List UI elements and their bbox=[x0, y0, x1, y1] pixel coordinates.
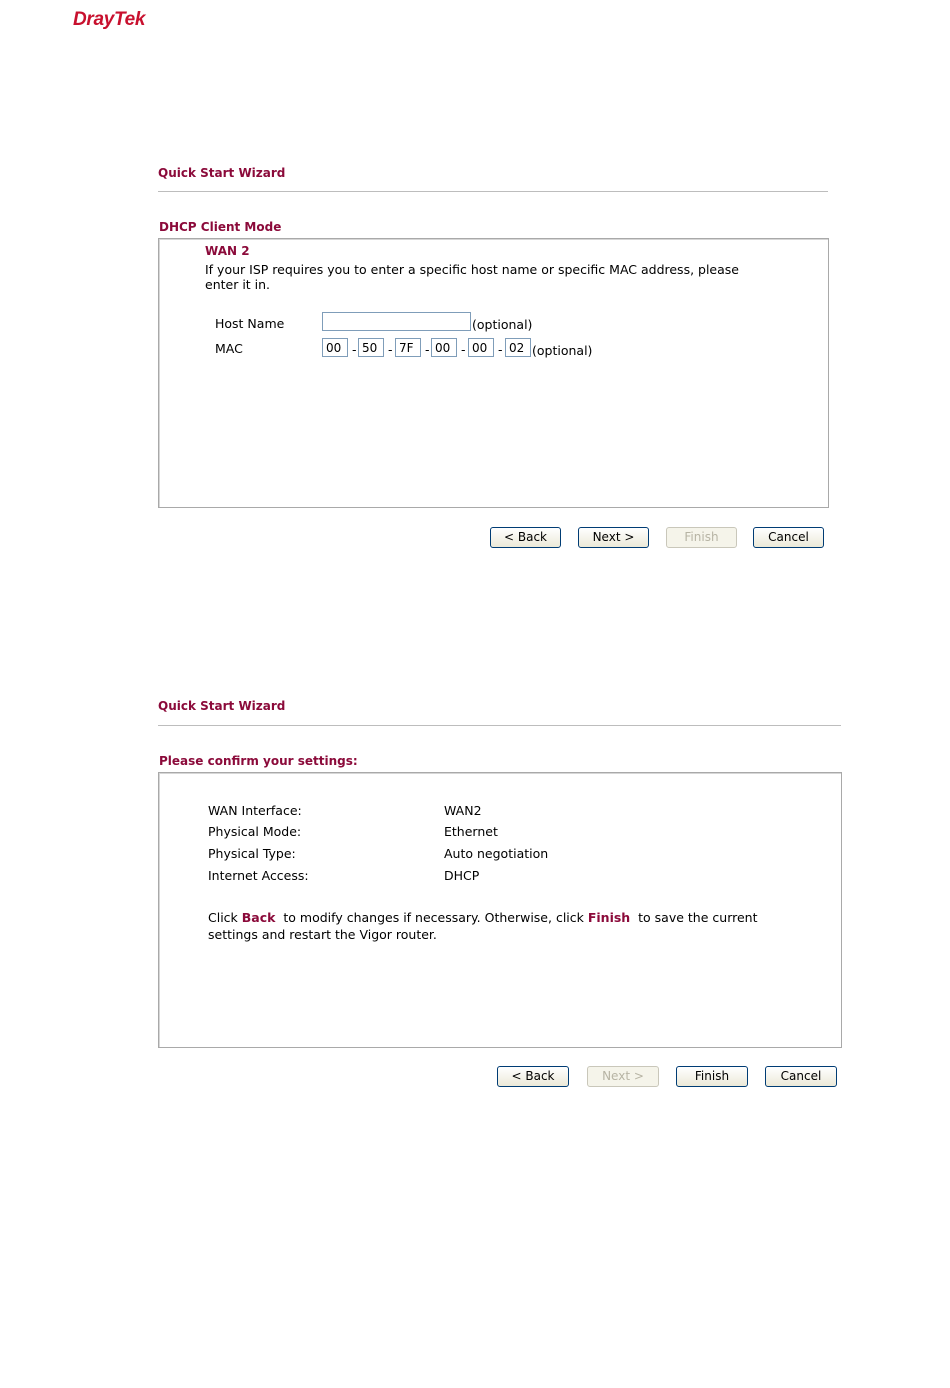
wizard1-title: Quick Start Wizard bbox=[158, 166, 286, 180]
setting-value: Ethernet bbox=[444, 824, 498, 839]
confirm-settings-label: Please confirm your settings: bbox=[159, 754, 358, 768]
next-button[interactable]: Next > bbox=[578, 527, 649, 548]
setting-value: DHCP bbox=[444, 868, 480, 883]
mac-separator: - bbox=[461, 342, 466, 357]
setting-value: WAN2 bbox=[444, 803, 482, 818]
confirm-note-line-1: Click Back to modify changes if necessary. Otherwise, click Finish to save the current bbox=[208, 910, 758, 925]
description-line-1: If your ISP requires you to enter a specific host name or specific MAC address, please bbox=[205, 262, 739, 277]
cancel-button[interactable]: Cancel bbox=[753, 527, 824, 548]
mac-octet-4-input[interactable] bbox=[431, 338, 457, 357]
mac-separator: - bbox=[498, 342, 503, 357]
setting-label: Physical Type: bbox=[208, 846, 296, 861]
setting-label: Physical Mode: bbox=[208, 824, 302, 839]
wan-label: WAN 2 bbox=[205, 244, 250, 258]
cancel-button[interactable]: Cancel bbox=[765, 1066, 837, 1087]
mac-octet-1-input[interactable] bbox=[322, 338, 348, 357]
dhcp-client-mode-label: DHCP Client Mode bbox=[159, 220, 282, 234]
host-name-optional-hint: (optional) bbox=[472, 317, 533, 332]
mac-octet-6-input[interactable] bbox=[505, 338, 531, 357]
mac-separator: - bbox=[352, 342, 357, 357]
back-button[interactable]: < Back bbox=[490, 527, 561, 548]
mac-label: MAC bbox=[215, 341, 243, 356]
wizard2-title: Quick Start Wizard bbox=[158, 699, 286, 713]
finish-button[interactable]: Finish bbox=[676, 1066, 748, 1087]
mac-separator: - bbox=[425, 342, 430, 357]
back-button[interactable]: < Back bbox=[497, 1066, 569, 1087]
description-line-2: enter it in. bbox=[205, 277, 271, 292]
mac-separator: - bbox=[388, 342, 393, 357]
setting-label: WAN Interface: bbox=[208, 803, 302, 818]
wizard1-panel bbox=[158, 238, 829, 508]
setting-value: Auto negotiation bbox=[444, 846, 549, 861]
finish-button-disabled: Finish bbox=[666, 527, 737, 548]
setting-label: Internet Access: bbox=[208, 868, 309, 883]
mac-octet-5-input[interactable] bbox=[468, 338, 494, 357]
next-button-disabled: Next > bbox=[587, 1066, 659, 1087]
host-name-label: Host Name bbox=[215, 316, 285, 331]
wizard2-divider bbox=[158, 725, 841, 726]
mac-octet-3-input[interactable] bbox=[395, 338, 421, 357]
wizard2-panel bbox=[158, 772, 842, 1048]
confirm-note-line-2: settings and restart the Vigor router. bbox=[208, 927, 437, 942]
wizard1-divider bbox=[158, 191, 828, 192]
host-name-input[interactable] bbox=[322, 312, 471, 331]
mac-octet-2-input[interactable] bbox=[358, 338, 384, 357]
draytek-logo: DrayTek bbox=[73, 9, 146, 30]
mac-optional-hint: (optional) bbox=[532, 343, 593, 358]
